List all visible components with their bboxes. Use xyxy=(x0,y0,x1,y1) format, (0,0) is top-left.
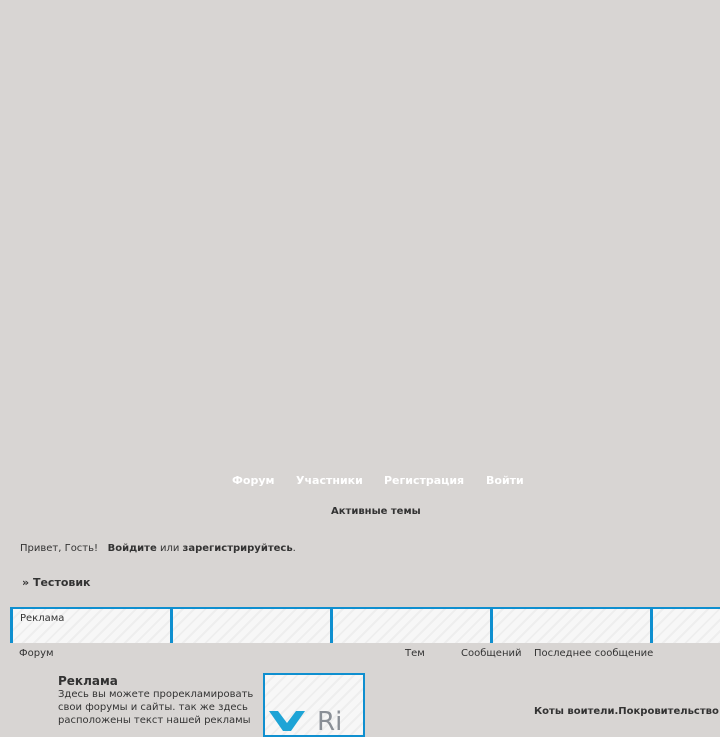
nav-register-link[interactable]: Регистрация xyxy=(384,474,465,487)
header-posts: Сообщений xyxy=(461,648,522,659)
tab-advertising[interactable] xyxy=(10,607,170,643)
banner-text: Ri xyxy=(317,707,343,737)
login-link[interactable]: Войдите xyxy=(107,543,157,554)
tab-label: Реклама xyxy=(20,613,65,624)
header-topics: Тем xyxy=(405,648,425,659)
greeting-suffix: . xyxy=(292,543,296,554)
last-post-link[interactable]: Коты воители.Покровительство xyxy=(534,706,719,717)
category-tabs xyxy=(10,607,720,643)
register-link[interactable]: зарегистрируйтесь xyxy=(182,543,293,554)
nav-forum-link[interactable]: Форум xyxy=(232,474,275,487)
breadcrumb xyxy=(22,576,91,589)
forum-title-link[interactable]: Реклама xyxy=(58,674,118,688)
nav-members-link[interactable]: Участники xyxy=(296,474,363,487)
header-last-post: Последнее сообщение xyxy=(534,648,654,659)
tab-2[interactable] xyxy=(170,607,330,643)
main-nav xyxy=(0,474,720,490)
greeting-or: или xyxy=(159,543,180,554)
greeting-prefix: Привет, Гость! xyxy=(20,543,99,554)
banner-logo-icon xyxy=(269,711,305,731)
forum-banner[interactable] xyxy=(263,673,365,737)
breadcrumb-arrow: » xyxy=(22,576,30,589)
forum-table-header xyxy=(0,648,720,662)
header-forum: Форум xyxy=(19,648,54,659)
tab-4[interactable] xyxy=(490,607,650,643)
forum-row xyxy=(0,672,720,737)
tab-3[interactable] xyxy=(330,607,490,643)
active-topics-link[interactable]: Активные темы xyxy=(331,506,421,517)
breadcrumb-link[interactable]: Тестовик xyxy=(32,576,91,589)
forum-description: Здесь вы можете прорекламировать свои форумы и сайты. так же здесь расположены текст нашей рекламы xyxy=(58,689,254,726)
guest-greeting xyxy=(20,543,296,554)
tab-5[interactable] xyxy=(650,607,720,643)
nav-login-link[interactable]: Войти xyxy=(486,474,524,487)
